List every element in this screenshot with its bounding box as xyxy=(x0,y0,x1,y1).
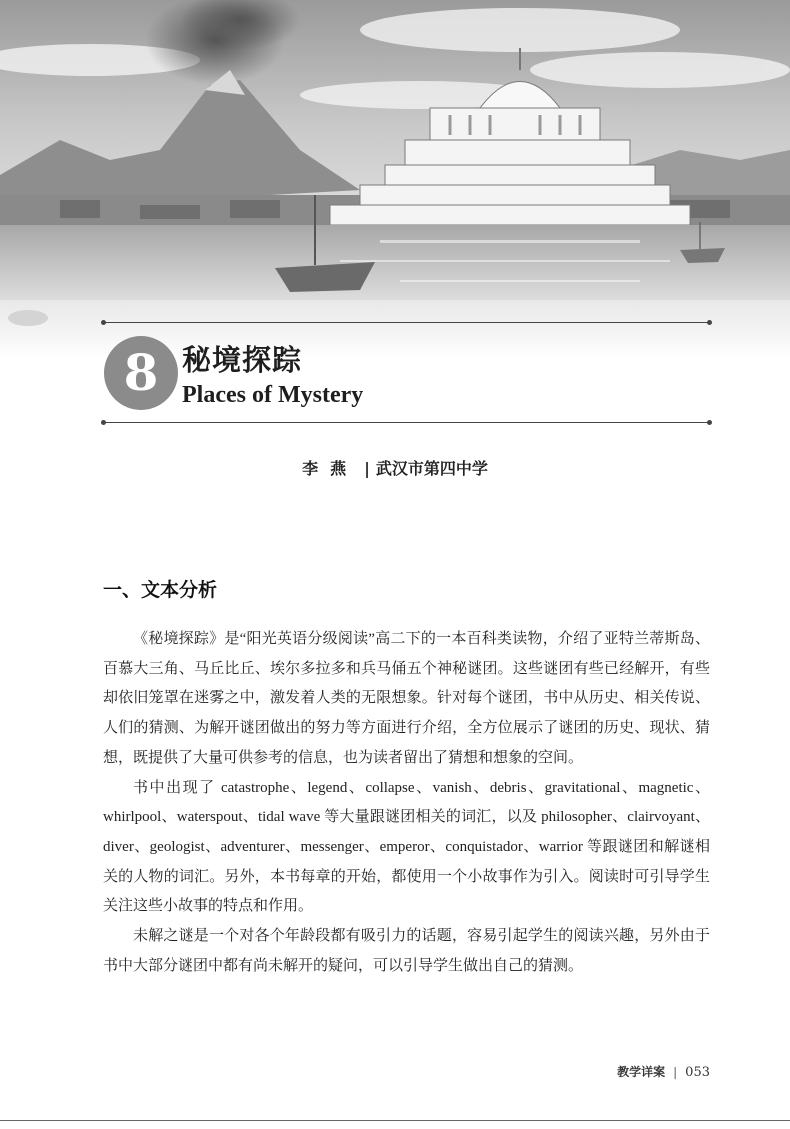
chapter-title-chinese: 秘境探踪 xyxy=(182,343,303,377)
rule-dot xyxy=(707,320,712,325)
chapter-title-english: Places of Mystery xyxy=(182,382,364,408)
rule-dot xyxy=(101,320,106,325)
author-name: 李燕 xyxy=(302,459,359,478)
body-paragraph: 《秘境探踪》是“阳光英语分级阅读”高二下的一本百科类读物，介绍了亚特兰蒂斯岛、百慕大三角、马丘比丘、埃尔多拉多和兵马俑五个神秘谜团。这些谜团有些已经解开，有些却依旧笼罩在迷雾之中，激发着人类的无限想象。针对每个谜团，书中从历史、相关传说、人们的猜测、为解开谜团做出的努力等方面进行介绍，全方位展示了谜团的历史、现状、猜想，既提供了大量可供参考的信息，也为读者留出了猜想和想象的空间。 xyxy=(103,631,710,766)
page-bottom-line xyxy=(0,1120,790,1121)
section-heading: 一、文本分析 xyxy=(103,579,218,601)
page-number: 053 xyxy=(685,1065,710,1080)
page-footer xyxy=(617,1063,710,1080)
section-body xyxy=(103,625,710,981)
chapter-number-badge: 8 xyxy=(104,336,178,410)
author-school: 武汉市第四中学 xyxy=(375,459,488,478)
rule-dot xyxy=(101,420,106,425)
body-paragraph: 未解之谜是一个对各个年龄段都有吸引力的话题，容易引起学生的阅读兴趣，另外由于书中大部分谜团中都有尚未解开的疑问，可以引导学生做出自己的猜测。 xyxy=(103,928,710,974)
author-line xyxy=(0,456,790,479)
title-rule-top xyxy=(103,322,710,323)
author-separator: | xyxy=(364,459,370,478)
footer-separator: | xyxy=(673,1065,678,1079)
rule-dot xyxy=(707,420,712,425)
footer-label: 教学详案 xyxy=(617,1065,666,1079)
hero-illustration xyxy=(0,0,790,360)
title-rule-bottom xyxy=(103,422,710,423)
body-paragraph: 书中出现了 catastrophe、legend、collapse、vanish、debris、gravitational、magnetic、whirlpool、waterspout、tidal wave 等大量跟谜团相关的词汇，以及 philosopher、clairvoyant、diver、geologist、adventurer、messenger、emperor、conquistador、warrior 等跟谜团和解谜相关的人物的词汇。另外，本书每章的开始，都使用一个小故事作为引入。阅读时可引导学生关注这些小故事的特点和作用。 xyxy=(103,779,710,915)
